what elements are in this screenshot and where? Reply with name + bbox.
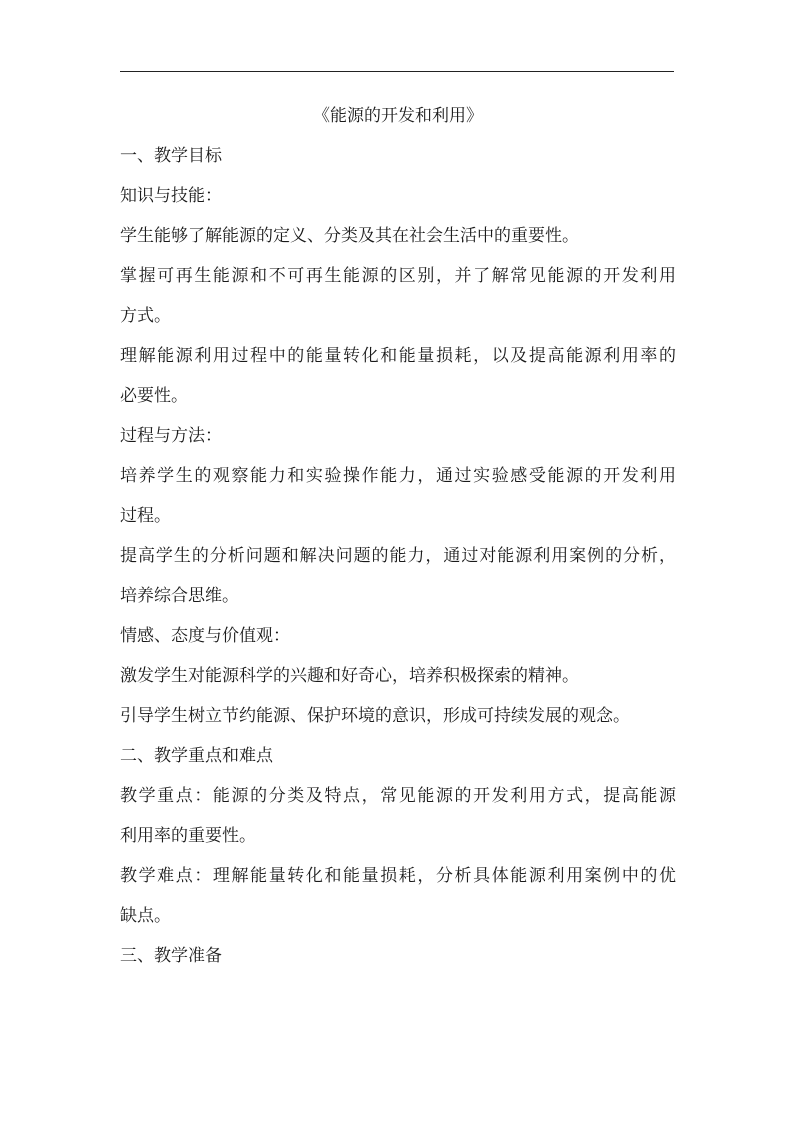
paragraph-knowledge-1: 学生能够了解能源的定义、分类及其在社会生活中的重要性。 [120,226,579,246]
paragraph-knowledge-3 [120,336,676,416]
section-heading-objectives: 一、教学目标 [120,146,222,166]
paragraph-emotion-2: 引导学生树立节约能源、保护环境的意识，形成可持续发展的观念。 [120,706,630,726]
paragraph-line: 理解能源利用过程中的能量转化和能量损耗，以及提高能源利用率的 [120,346,676,366]
section-heading-focus-difficulty: 二、教学重点和难点 [120,746,273,766]
paragraph-line: 提高学生的分析问题和解决问题的能力，通过对能源利用案例的分析， [120,546,676,566]
paragraph-difficulty [120,856,676,936]
paragraph-line: 培养学生的观察能力和实验操作能力，通过实验感受能源的开发利用 [120,466,676,486]
paragraph-line: 过程。 [120,506,171,526]
subheading-knowledge-skills: 知识与技能： [120,186,222,206]
paragraph-line: 教学重点：能源的分类及特点，常见能源的开发利用方式，提高能源 [120,786,676,806]
document-title: 《能源的开发和利用》 [313,106,483,126]
header-rule [120,71,674,72]
paragraph-knowledge-2 [120,256,676,336]
paragraph-line: 缺点。 [120,906,171,926]
paragraph-line: 掌握可再生能源和不可再生能源的区别，并了解常见能源的开发利用 [120,266,676,286]
paragraph-line: 培养综合思维。 [120,586,239,606]
paragraph-line: 必要性。 [120,386,188,406]
paragraph-emotion-1: 激发学生对能源科学的兴趣和好奇心，培养积极探索的精神。 [120,666,579,686]
document-body [120,96,676,976]
paragraph-line: 方式。 [120,306,171,326]
paragraph-focus [120,776,676,856]
paragraph-line: 利用率的重要性。 [120,826,256,846]
section-heading-preparation: 三、教学准备 [120,946,222,966]
paragraph-process-2 [120,536,676,616]
subheading-process-methods: 过程与方法： [120,426,222,446]
paragraph-process-1 [120,456,676,536]
paragraph-line: 教学难点：理解能量转化和能量损耗，分析具体能源利用案例中的优 [120,866,676,886]
subheading-emotion-values: 情感、态度与价值观： [120,626,290,646]
